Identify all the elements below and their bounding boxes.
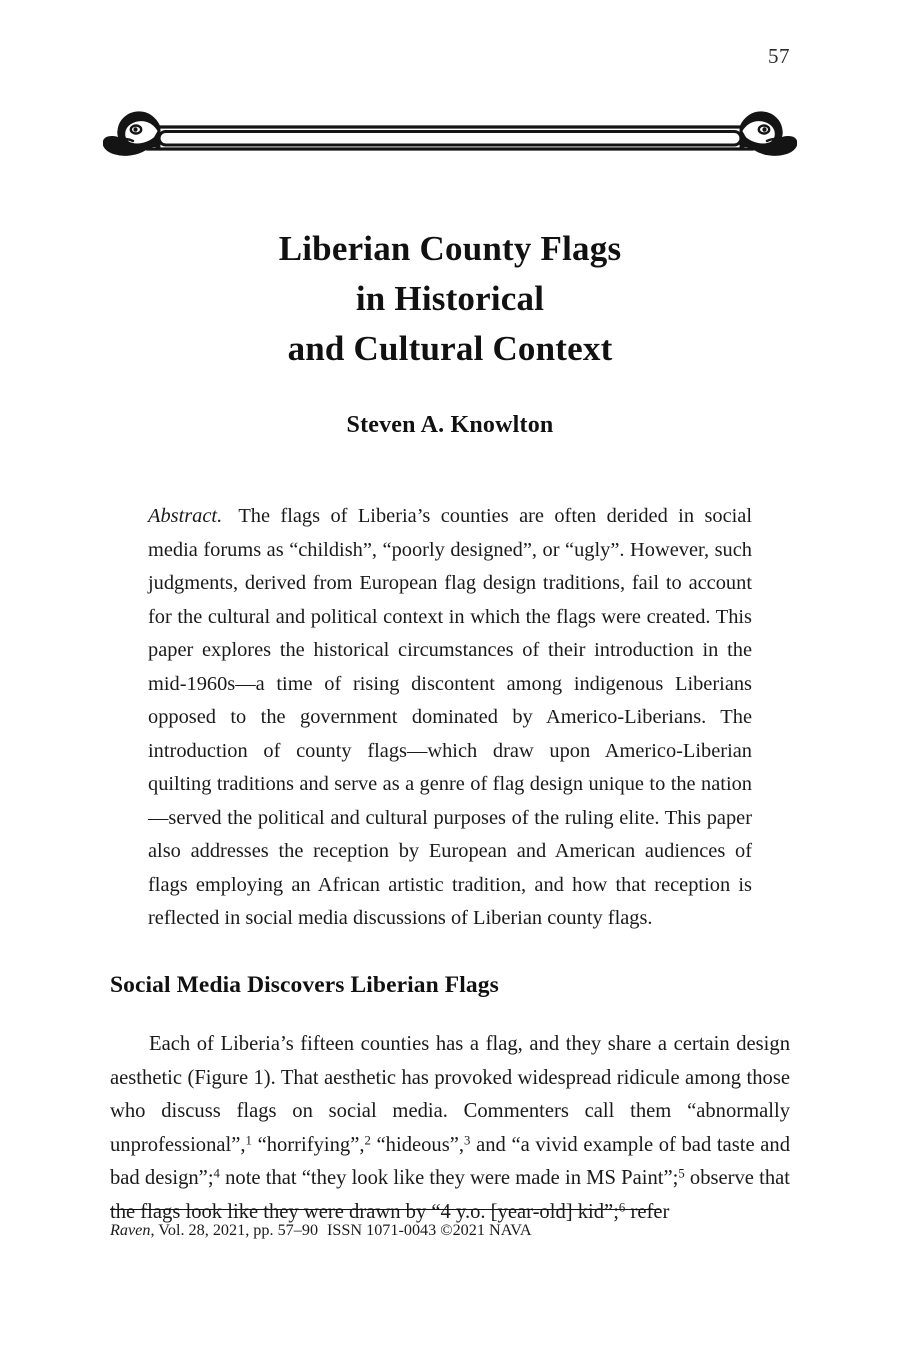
page-title-line-1: Liberian County Flags [278,229,622,268]
footnote-marker-2[interactable]: 2 [364,1133,371,1148]
body-paragraph [110,1028,790,1230]
footer-citation [110,1219,790,1241]
body-segment-2: “horrifying”, [251,1133,365,1156]
abstract-block [148,500,752,936]
footnote-marker-6[interactable]: 6 [618,1200,626,1215]
body-segment-3: “hideous”, [370,1133,465,1156]
abstract-text: The flags of Liberia’s counties are often derided in social media forums as “childish”, “poorly designed”, or “ugly”. However, such judgments, derived from European flag design traditions, fail to account for the cultural and political context in which the flags were created. This paper explores the historical circumstances of their introduction in the mid-1960s—a time of rising discontent among indigenous Liberians opposed to the government dominated by Americo-Liberians. The introduction of county flags—which draw upon Americo-Liberian quilting traditions and serve as a genre of flag design unique to the nation—served the political and cultural purposes of the ruling elite. This paper also addresses the reception by European and American audiences of flags employing an African artistic tradition, and how that reception is reflected in social media discussions of Liberian county flags. [148,505,753,929]
footnote-marker-1[interactable]: 1 [245,1133,252,1148]
body-segment-6: observe that the flags look like they were drawn by “4 y.o. [year-old] kid”; [110,1167,790,1223]
page-number: 57 [768,44,790,68]
title-block [110,224,790,439]
body-segment-4: and “a vivid example of bad taste and bad design”; [110,1133,790,1190]
author-byline: Steven A. Knowlton [346,412,554,438]
body-segment-5: note that “they look like they were made in MS Paint”; [219,1167,679,1190]
footnote-separator-rule [110,1209,660,1210]
footer-journal-name: Raven [110,1221,151,1239]
page-title-line-2: in Historical [355,279,545,318]
footnote-marker-5[interactable]: 5 [678,1166,685,1181]
eagle-head-rule-ornament [103,104,797,166]
body-text-block [110,1028,790,1230]
footnote-marker-3[interactable]: 3 [464,1133,471,1148]
page-title-line-3: and Cultural Context [287,329,613,368]
section-heading: Social Media Discovers Liberian Flags [110,972,499,998]
abstract-label: Abstract. [148,505,223,527]
footer-issn: ISSN 1071-0043 ©2021 NAVA [326,1221,532,1239]
body-segment-1: Each of Liberia’s fifteen counties has a flag, and they share a certain design aesthetic (Figure 1). That aesthetic has provoked widespread ridicule among those who discuss flags on social media. Commenters call them “abnormally unprofessional”, [110,1033,790,1156]
footer-volume-pages: , Vol. 28, 2021, pp. 57–90 [150,1221,319,1239]
footnote-marker-4[interactable]: 4 [213,1166,220,1181]
body-segment-7: refer [625,1200,670,1223]
